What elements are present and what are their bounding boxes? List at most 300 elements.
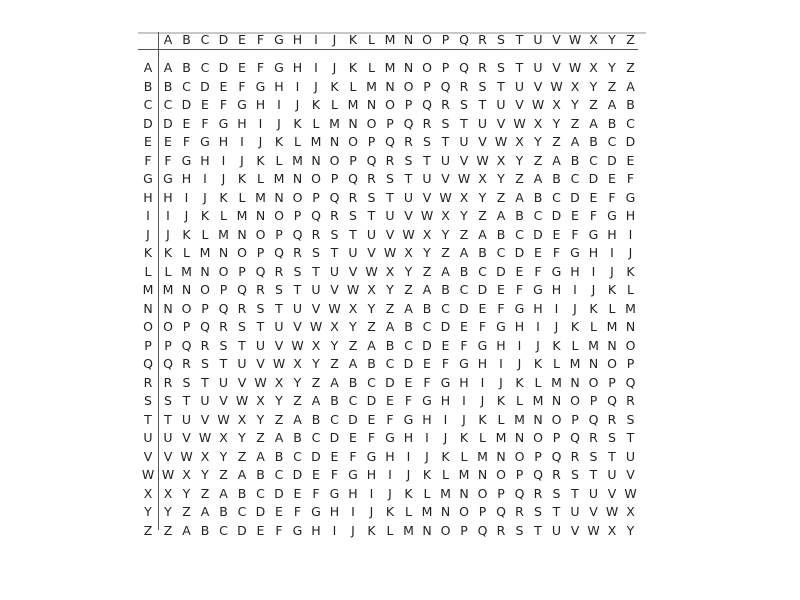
table-cell-letter: I <box>443 411 448 427</box>
table-cell-letter: P <box>552 430 561 445</box>
table-cell-letter: J <box>258 134 263 149</box>
table-cell-letter: U <box>625 448 636 464</box>
table-cell-letter: H <box>477 356 488 371</box>
header-letter: D <box>218 32 229 47</box>
table-cell-letter: B <box>274 448 284 464</box>
table-cell-letter: A <box>441 263 450 279</box>
table-cell-letter: E <box>256 522 265 538</box>
row-label-letter: N <box>143 300 153 316</box>
table-cell-letter: U <box>607 467 617 482</box>
table-cell-letter: X <box>626 504 635 519</box>
table-cell-letter: C <box>330 411 339 427</box>
table-cell-letter: G <box>366 448 377 464</box>
table-cell-letter: K <box>515 374 524 390</box>
table-cell-letter: Z <box>367 319 376 334</box>
row-label-letter: I <box>146 208 150 223</box>
table-cell-letter: T <box>626 430 635 445</box>
table-cell-letter: W <box>198 430 212 445</box>
table-cell-letter: V <box>200 411 210 427</box>
table-cell-letter: F <box>423 374 431 390</box>
table-cell-letter: K <box>311 97 321 112</box>
table-cell-letter: M <box>366 78 377 94</box>
table-cell-letter: Q <box>181 337 192 353</box>
table-cell-letter: X <box>237 411 247 427</box>
table-cell-letter: V <box>589 504 598 519</box>
table-cell-letter: O <box>625 337 636 353</box>
header-letter: N <box>403 32 414 47</box>
table-cell-letter: L <box>571 337 579 353</box>
table-cell-letter: R <box>293 245 302 260</box>
table-cell-letter: Z <box>533 152 543 168</box>
table-cell-letter: A <box>330 374 339 390</box>
table-cell-letter: T <box>571 485 579 501</box>
table-cell-letter: A <box>293 411 302 427</box>
table-cell-letter: E <box>330 448 339 464</box>
table-cell-letter: J <box>295 97 300 112</box>
table-cell-letter: A <box>200 504 210 519</box>
table-cell-letter: F <box>534 263 542 279</box>
table-cell-letter: Z <box>219 467 228 482</box>
table-cell-letter: J <box>314 78 318 94</box>
table-cell-letter: O <box>163 319 173 334</box>
table-cell-letter: A <box>496 208 506 223</box>
table-cell-letter: Q <box>348 171 358 186</box>
header-letter: E <box>238 32 246 47</box>
table-cell-letter: S <box>312 245 320 260</box>
table-cell-letter: E <box>349 430 357 445</box>
header-letter: H <box>292 32 303 47</box>
table-cell-letter: S <box>386 171 394 186</box>
table-cell-letter: S <box>201 356 209 371</box>
table-cell-letter: M <box>403 522 414 538</box>
table-cell-letter: U <box>348 245 358 260</box>
table-cell-letter: Q <box>163 356 173 371</box>
table-cell-letter: T <box>164 411 172 427</box>
table-cell-letter: W <box>365 263 378 279</box>
table-cell-letter: S <box>293 263 302 279</box>
table-cell-letter: B <box>422 300 432 316</box>
table-cell-letter: J <box>610 263 614 279</box>
table-cell-letter: B <box>293 430 302 445</box>
table-cell-letter: J <box>351 522 355 538</box>
table-cell-letter: P <box>589 393 598 408</box>
table-cell-letter: E <box>626 152 635 168</box>
table-cell-letter: I <box>610 245 614 260</box>
table-cell-letter: L <box>275 152 283 168</box>
table-cell-letter: T <box>608 448 616 464</box>
table-cell-letter: D <box>311 448 321 464</box>
table-cell-letter: S <box>330 226 339 242</box>
table-cell-letter: B <box>533 189 543 205</box>
table-cell-letter: O <box>477 485 488 501</box>
table-cell-letter: M <box>181 263 192 279</box>
table-cell-letter: T <box>386 189 394 205</box>
table-cell-letter: J <box>554 319 559 334</box>
table-cell-letter: J <box>591 282 596 297</box>
table-cell-letter: X <box>459 189 469 205</box>
table-cell-letter: F <box>478 319 487 334</box>
table-cell-letter: Y <box>386 282 394 297</box>
table-cell-letter: U <box>274 319 284 334</box>
table-cell-letter: R <box>348 189 358 205</box>
table-cell-letter: T <box>293 282 302 297</box>
table-cell-letter: M <box>551 374 562 390</box>
table-cell-letter: N <box>514 430 525 445</box>
table-cell-letter: V <box>552 60 561 75</box>
table-cell-letter: J <box>184 208 189 223</box>
table-cell-letter: R <box>607 411 617 427</box>
table-cell-letter: Z <box>256 430 265 445</box>
table-cell-letter: C <box>626 115 635 131</box>
table-cell-letter: V <box>496 115 506 131</box>
table-cell-letter: V <box>385 226 395 242</box>
table-cell-letter: H <box>403 430 414 445</box>
table-cell-letter: U <box>329 263 340 279</box>
table-cell-letter: U <box>570 504 580 519</box>
table-cell-letter: G <box>588 226 599 242</box>
table-cell-letter: L <box>183 245 190 260</box>
table-cell-letter: T <box>349 226 357 242</box>
table-cell-letter: O <box>181 300 192 316</box>
table-cell-letter: I <box>628 226 633 242</box>
table-cell-letter: D <box>607 152 617 168</box>
table-cell-letter: Z <box>626 60 635 75</box>
table-cell-letter: D <box>366 393 377 408</box>
table-cell-letter: W <box>217 411 230 427</box>
table-cell-letter: L <box>257 171 264 186</box>
table-cell-letter: A <box>256 448 265 464</box>
table-cell-letter: Q <box>588 411 599 427</box>
table-cell-letter: R <box>404 134 413 149</box>
header-letter: M <box>384 32 396 47</box>
table-cell-letter: C <box>515 226 524 242</box>
table-cell-letter: C <box>404 337 413 353</box>
table-cell-letter: I <box>499 356 503 371</box>
row-label-letter: R <box>143 374 153 390</box>
table-cell-letter: J <box>166 226 170 242</box>
table-cell-letter: J <box>573 300 577 316</box>
table-cell-letter: E <box>275 504 283 519</box>
table-cell-letter: K <box>385 504 395 519</box>
table-cell-letter: K <box>533 356 543 371</box>
row-label-letter: U <box>143 430 153 445</box>
table-cell-letter: N <box>551 393 562 408</box>
table-cell-letter: J <box>536 337 540 353</box>
table-cell-letter: V <box>441 171 450 186</box>
table-cell-letter: N <box>422 522 432 538</box>
table-cell-letter: I <box>351 504 355 519</box>
table-cell-letter: E <box>238 60 246 75</box>
table-cell-letter: Z <box>330 356 339 371</box>
table-cell-letter: P <box>164 337 172 353</box>
table-cell-letter: B <box>182 60 191 75</box>
table-cell-letter: K <box>441 448 450 464</box>
table-cell-letter: K <box>182 226 191 242</box>
table-cell-letter: L <box>405 504 412 519</box>
table-cell-letter: W <box>587 522 600 538</box>
table-cell-letter: W <box>235 393 249 408</box>
table-cell-letter: E <box>589 189 598 205</box>
table-cell-letter: P <box>219 282 228 297</box>
table-cell-letter: R <box>496 522 506 538</box>
table-cell-letter: Z <box>552 134 561 149</box>
table-cell-letter: D <box>274 485 284 501</box>
table-cell-letter: W <box>624 485 637 501</box>
table-cell-letter: B <box>552 171 561 186</box>
table-cell-letter: Q <box>200 319 210 334</box>
table-cell-letter: F <box>312 485 320 501</box>
table-cell-letter: A <box>422 282 432 297</box>
table-cell-letter: Q <box>292 226 303 242</box>
table-cell-letter: N <box>348 115 358 131</box>
table-cell-letter: M <box>458 467 470 482</box>
table-cell-letter: G <box>551 263 562 279</box>
table-cell-letter: K <box>422 467 432 482</box>
table-cell-letter: M <box>199 245 211 260</box>
table-cell-letter: W <box>568 60 582 75</box>
table-cell-letter: T <box>460 115 468 131</box>
header-letter: I <box>314 32 318 47</box>
table-cell-letter: H <box>163 189 173 205</box>
table-cell-letter: Z <box>293 393 302 408</box>
table-cell-letter: P <box>275 226 283 242</box>
table-cell-letter: P <box>182 319 191 334</box>
table-cell-letter: C <box>367 374 376 390</box>
table-cell-letter: Q <box>607 393 617 408</box>
table-cell-letter: J <box>517 356 522 371</box>
table-cell-letter: H <box>570 263 580 279</box>
vigenere-table <box>138 31 646 538</box>
table-cell-letter: I <box>295 78 300 94</box>
header-letter: X <box>589 32 598 47</box>
table-cell-letter: C <box>441 300 450 316</box>
table-cell-letter: G <box>440 374 451 390</box>
table-cell-letter: I <box>573 282 577 297</box>
table-cell-letter: L <box>201 226 209 242</box>
table-cell-letter: K <box>570 319 580 334</box>
table-cell-letter: R <box>385 152 395 168</box>
table-cell-letter: N <box>366 97 377 112</box>
table-cell-letter: G <box>422 393 432 408</box>
table-cell-letter: Q <box>477 522 488 538</box>
table-cell-letter: F <box>201 115 209 131</box>
table-cell-letter: X <box>163 485 173 501</box>
table-cell-letter: W <box>309 319 323 334</box>
table-cell-letter: N <box>292 171 303 186</box>
table-cell-letter: D <box>200 78 210 94</box>
table-cell-letter: S <box>349 208 357 223</box>
table-cell-letter: G <box>477 337 488 353</box>
table-cell-letter: S <box>534 504 542 519</box>
header-letter: P <box>441 32 450 47</box>
table-cell-letter: L <box>497 411 505 427</box>
table-cell-letter: A <box>274 430 284 445</box>
table-cell-letter: M <box>255 189 266 205</box>
table-cell-letter: Q <box>403 115 414 131</box>
table-cell-letter: P <box>497 485 505 501</box>
table-cell-letter: Y <box>608 60 616 75</box>
row-label-letter: K <box>143 245 153 260</box>
table-cell-letter: U <box>237 356 247 371</box>
table-cell-letter: Z <box>404 282 413 297</box>
table-cell-letter: S <box>367 189 376 205</box>
table-cell-letter: O <box>385 97 395 112</box>
header-letter: B <box>182 32 191 47</box>
table-cell-letter: V <box>348 263 358 279</box>
table-cell-letter: N <box>459 485 469 501</box>
table-cell-letter: G <box>200 134 210 149</box>
table-cell-letter: V <box>404 208 413 223</box>
table-cell-letter: I <box>517 337 522 353</box>
table-cell-letter: R <box>367 171 376 186</box>
table-cell-letter: W <box>402 226 415 242</box>
row-label-letter: Z <box>143 522 153 538</box>
table-cell-letter: M <box>329 115 340 131</box>
table-cell-letter: G <box>274 60 284 75</box>
table-cell-letter: R <box>311 226 321 242</box>
table-cell-letter: Z <box>496 189 506 205</box>
row-label-letter: G <box>143 171 153 186</box>
table-cell-letter: W <box>291 337 304 353</box>
table-cell-letter: S <box>441 115 450 131</box>
table-cell-letter: G <box>385 430 395 445</box>
table-cell-letter: V <box>515 97 524 112</box>
table-cell-letter: M <box>236 208 248 223</box>
table-cell-letter: P <box>534 448 542 464</box>
table-cell-letter: C <box>311 430 321 445</box>
table-cell-letter: P <box>293 208 302 223</box>
table-cell-letter: X <box>274 374 284 390</box>
table-cell-letter: W <box>513 115 526 131</box>
table-cell-letter: Y <box>164 504 172 519</box>
table-cell-letter: U <box>477 115 488 131</box>
table-cell-letter: H <box>422 411 432 427</box>
table-cell-letter: W <box>439 189 452 205</box>
table-cell-letter: M <box>162 282 174 297</box>
table-cell-letter: L <box>349 78 357 94</box>
table-cell-letter: O <box>440 522 451 538</box>
table-cell-letter: X <box>182 467 191 482</box>
table-cell-letter: J <box>203 189 207 205</box>
row-label-letter: J <box>146 226 150 242</box>
table-cell-letter: R <box>478 60 487 75</box>
table-cell-letter: U <box>588 485 599 501</box>
table-cell-letter: H <box>514 319 525 334</box>
table-cell-letter: C <box>496 245 506 260</box>
table-cell-letter: E <box>608 171 616 186</box>
table-cell-letter: Z <box>607 78 617 94</box>
table-cell-letter: Z <box>515 171 524 186</box>
header-letter: G <box>274 32 284 47</box>
table-cell-letter: D <box>459 300 469 316</box>
table-cell-letter: W <box>180 448 193 464</box>
table-cell-letter: Q <box>329 189 340 205</box>
table-cell-letter: O <box>496 467 506 482</box>
table-cell-letter: Q <box>514 485 525 501</box>
table-cell-letter: E <box>219 78 228 94</box>
table-cell-letter: T <box>478 97 487 112</box>
table-cell-letter: Y <box>404 263 413 279</box>
table-cell-letter: D <box>533 226 543 242</box>
table-cell-letter: C <box>293 448 302 464</box>
table-cell-letter: C <box>570 171 580 186</box>
table-cell-letter: D <box>237 522 247 538</box>
table-cell-letter: W <box>346 282 360 297</box>
table-cell-letter: N <box>163 300 173 316</box>
table-cell-letter: L <box>368 60 375 75</box>
table-cell-letter: B <box>478 245 487 260</box>
table-cell-letter: C <box>478 263 487 279</box>
table-cell-letter: H <box>237 115 247 131</box>
table-cell-letter: W <box>494 134 508 149</box>
table-cell-letter: B <box>441 282 450 297</box>
table-cell-letter: K <box>348 60 358 75</box>
table-cell-letter: V <box>256 356 265 371</box>
table-cell-letter: T <box>256 319 265 334</box>
header-letter: F <box>256 32 265 47</box>
table-cell-letter: J <box>425 448 429 464</box>
table-cell-letter: Q <box>551 448 562 464</box>
table-cell-letter: J <box>388 485 392 501</box>
table-cell-letter: G <box>514 300 525 316</box>
table-cell-letter: D <box>570 189 580 205</box>
table-cell-letter: T <box>238 337 246 353</box>
table-cell-letter: S <box>571 467 579 482</box>
table-cell-letter: K <box>163 245 173 260</box>
table-cell-letter: A <box>570 134 580 149</box>
table-cell-letter: U <box>459 134 469 149</box>
table-cell-letter: G <box>625 189 636 205</box>
table-cell-letter: U <box>200 393 210 408</box>
table-cell-letter: E <box>312 467 320 482</box>
table-cell-letter: T <box>534 522 542 538</box>
table-cell-letter: B <box>219 504 228 519</box>
table-cell-letter: X <box>293 356 302 371</box>
table-cell-letter: C <box>348 393 358 408</box>
table-cell-letter: Q <box>274 245 284 260</box>
table-cell-letter: M <box>218 226 229 242</box>
table-cell-letter: C <box>274 467 284 482</box>
table-cell-letter: Q <box>218 300 229 316</box>
table-cell-letter: C <box>533 208 543 223</box>
table-cell-letter: M <box>310 134 322 149</box>
table-cell-letter: Y <box>552 115 561 131</box>
table-cell-letter: E <box>515 263 524 279</box>
table-cell-letter: L <box>534 374 542 390</box>
header-letter: Y <box>608 32 616 47</box>
table-cell-letter: L <box>220 208 227 223</box>
table-cell-letter: V <box>422 189 432 205</box>
table-cell-letter: R <box>219 319 228 334</box>
table-cell-letter: N <box>625 319 636 334</box>
table-cell-letter: F <box>626 171 635 186</box>
table-cell-letter: Z <box>459 226 469 242</box>
table-cell-letter: R <box>515 504 524 519</box>
table-cell-letter: A <box>367 337 376 353</box>
table-cell-letter: B <box>459 263 469 279</box>
table-cell-letter: K <box>404 485 413 501</box>
table-cell-letter: H <box>588 245 599 260</box>
table-cell-letter: O <box>570 393 580 408</box>
table-cell-letter: R <box>330 208 339 223</box>
table-cell-letter: G <box>329 485 340 501</box>
table-cell-letter: I <box>369 485 374 501</box>
table-cell-letter: W <box>161 467 175 482</box>
table-cell-letter: H <box>551 282 562 297</box>
table-cell-letter: R <box>589 430 598 445</box>
table-cell-letter: X <box>552 97 561 112</box>
table-cell-letter: E <box>293 485 302 501</box>
